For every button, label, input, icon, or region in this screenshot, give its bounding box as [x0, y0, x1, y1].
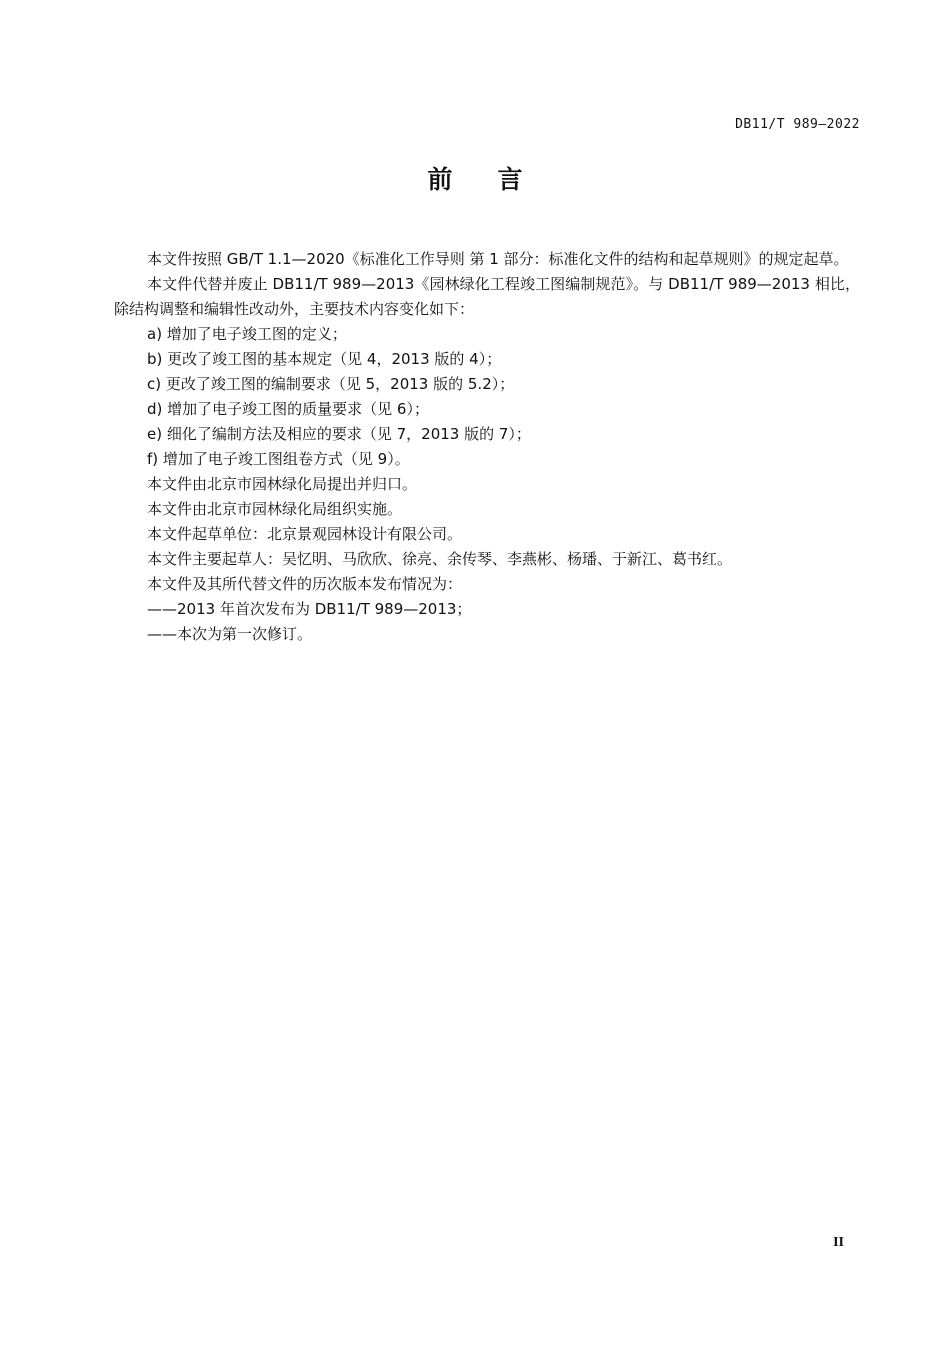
paragraph-history-intro: 本文件及其所代替文件的历次版本发布情况为： [147, 575, 463, 593]
page-number: II [833, 1235, 844, 1250]
history-item-first: ——2013 年首次发布为 DB11/T 989—2013； [147, 600, 472, 618]
paragraph-replacement: 本文件代替并废止 DB11/T 989—2013《园林绿化工程竣工图编制规范》。与 DB11/T 989—2013 相比，除结构调整和编辑性改动外，主要技术内容变化如下： [114, 275, 860, 318]
list-item-a: a) 增加了电子竣工图的定义； [147, 325, 347, 343]
paragraph-drafting-rules: 本文件按照 GB/T 1.1—2020《标准化工作导则 第 1 部分：标准化文件的结构和起草规则》的规定起草。 [147, 250, 849, 268]
paragraph-implementer: 本文件由北京市园林绿化局组织实施。 [147, 500, 403, 518]
paragraph-proposer: 本文件由北京市园林绿化局提出并归口。 [147, 475, 418, 493]
list-item-d: d) 增加了电子竣工图的质量要求（见 6）； [147, 400, 429, 418]
list-item-b: b) 更改了竣工图的基本规定（见 4，2013 版的 4）； [147, 350, 502, 368]
list-item-f: f) 增加了电子竣工图组卷方式（见 9）。 [147, 450, 410, 468]
paragraph-drafters: 本文件主要起草人：吴忆明、马欣欣、徐亮、余传琴、李燕彬、杨璠、于新江、葛书红。 [147, 550, 733, 568]
paragraph-drafting-unit: 本文件起草单位：北京景观园林设计有限公司。 [147, 525, 463, 543]
page-title: 前言 [427, 165, 568, 194]
history-item-revision: ——本次为第一次修订。 [147, 625, 313, 643]
document-code: DB11/T 989—2022 [735, 117, 860, 132]
list-item-e: e) 细化了编制方法及相应的要求（见 7，2013 版的 7）； [147, 425, 531, 443]
list-item-c: c) 更改了竣工图的编制要求（见 5，2013 版的 5.2）； [147, 375, 515, 393]
foreword-body [114, 247, 860, 647]
